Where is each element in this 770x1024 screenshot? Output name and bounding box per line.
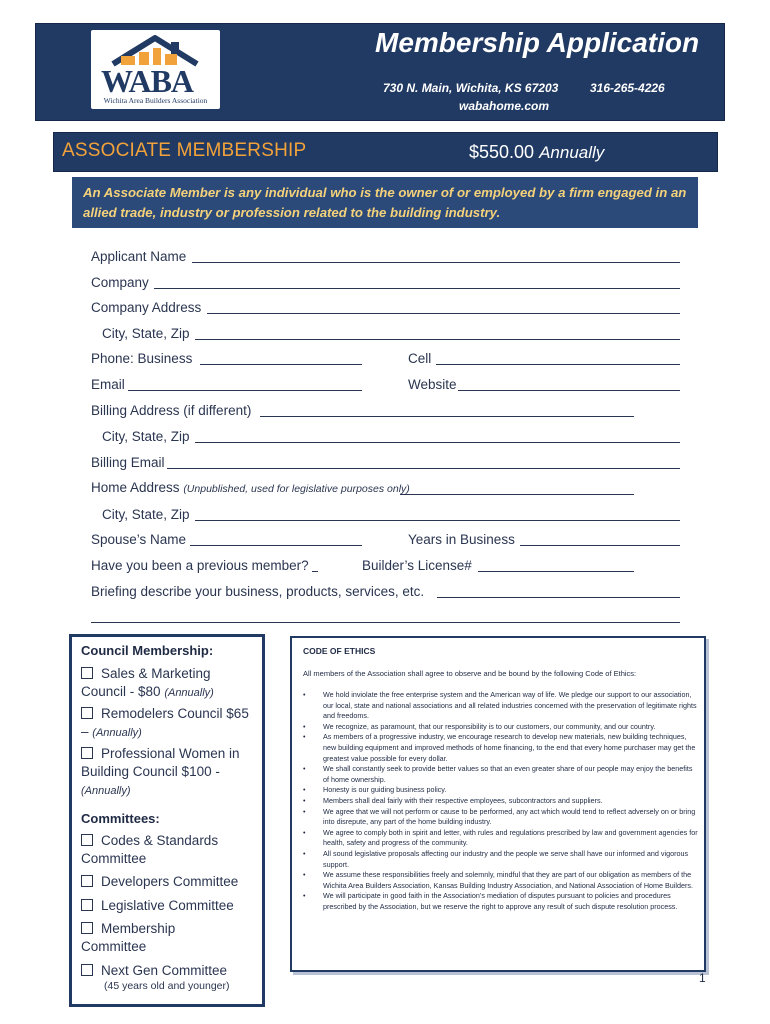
- committee-label: Codes & Standards Committee: [81, 833, 219, 866]
- checkbox-icon[interactable]: [81, 964, 93, 976]
- page-number: 1: [699, 971, 706, 985]
- ethics-item: • As members of a progressive industry, we encourage research to develop new materials, new building techniques, new building equipment and improved methods of home financing, to the end that every home purchaser may get the greatest value possible for every dollar.: [303, 732, 698, 764]
- council-label: Professional Women in Building Council $100 -: [81, 746, 240, 779]
- billing-email-label: Billing Email: [91, 455, 165, 470]
- committee-option-developers[interactable]: [81, 873, 251, 891]
- home-address-field[interactable]: [400, 494, 634, 495]
- council-option-sales-marketing[interactable]: [81, 665, 251, 702]
- committee-label: Legislative Committee: [101, 898, 234, 913]
- ethics-item: • All sound legislative proposals affecting our industry and the people we serve shall have our informed and vigorous support.: [303, 849, 698, 870]
- council-period: (Annually): [92, 727, 142, 739]
- home-address-note: (Unpublished, used for legislative purposes only): [183, 483, 410, 495]
- committees-heading: Committees:: [81, 811, 160, 826]
- code-of-ethics-heading: CODE OF ETHICS: [303, 646, 376, 656]
- committee-label: Membership Committee: [81, 921, 176, 954]
- ethics-item: • We assume these responsibilities freely and solemnly, mindful that they are part of our obligation as members of the Wichita Area Builders Association, Kansas Building Industry Association, and National Association of Home Builders.: [303, 870, 698, 891]
- checkbox-icon[interactable]: [81, 747, 93, 759]
- company-city-state-zip-label: City, State, Zip: [102, 326, 190, 341]
- applicant-name-field[interactable]: [192, 262, 680, 263]
- checkbox-icon[interactable]: [81, 834, 93, 846]
- billing-address-field[interactable]: [260, 416, 634, 417]
- billing-address-label: Billing Address (if different): [91, 403, 252, 418]
- membership-price: [469, 142, 604, 163]
- council-option-professional-women[interactable]: [81, 745, 251, 800]
- council-label: Remodelers Council $65 –: [81, 706, 249, 739]
- price-amount: $550.00: [469, 142, 535, 162]
- website-label: Website: [408, 377, 457, 392]
- membership-type: ASSOCIATE MEMBERSHIP: [62, 140, 307, 161]
- description-text: An Associate Member is any individual who is the owner of or employed by a firm engaged in an allied trade, industry or profession related to the building industry.: [83, 185, 687, 220]
- email-label: Email: [91, 377, 125, 392]
- business-description-field-line-2[interactable]: [91, 622, 680, 623]
- cell-label: Cell: [408, 351, 432, 366]
- page-title: Membership Application: [375, 27, 700, 58]
- home-city-state-zip-field[interactable]: [195, 520, 680, 521]
- cell-field[interactable]: [436, 364, 680, 365]
- home-address-text: Home Address: [91, 480, 180, 495]
- phone-business-label: Phone: Business: [91, 351, 193, 366]
- years-in-business-label: Years in Business: [408, 532, 515, 547]
- builders-license-field[interactable]: [478, 571, 634, 572]
- code-of-ethics-list: [303, 690, 698, 912]
- committee-option-membership[interactable]: [81, 920, 221, 956]
- spouse-name-field[interactable]: [190, 545, 362, 546]
- previous-member-label: Have you been a previous member?: [91, 558, 309, 573]
- company-city-state-zip-field[interactable]: [195, 339, 680, 340]
- ethics-item: • We recognize, as paramount, that our responsibility is to our customers, our community, and our country.: [303, 722, 698, 733]
- business-description-label: Briefing describe your business, products, services, etc.: [91, 584, 425, 599]
- logo-subtext: Wichita Area Builders Association: [103, 96, 208, 105]
- ethics-item: • We will participate in good faith in the Association’s mediation of disputes pursuant to policies and procedures prescribed by the Association, but we reserve the right to approve any result of such dispute resolution process.: [303, 891, 698, 912]
- header-address: 730 N. Main, Wichita, KS 67203: [383, 81, 559, 95]
- billing-email-field[interactable]: [167, 468, 680, 469]
- company-address-field[interactable]: [207, 313, 680, 314]
- committee-option-legislative[interactable]: [81, 897, 251, 915]
- company-label: Company: [91, 275, 149, 290]
- council-period: (Annually): [164, 687, 214, 699]
- home-city-state-zip-label: City, State, Zip: [102, 507, 190, 522]
- checkbox-icon[interactable]: [81, 875, 93, 887]
- phone-business-field[interactable]: [200, 364, 362, 365]
- email-field[interactable]: [128, 390, 362, 391]
- checkbox-icon[interactable]: [81, 667, 93, 679]
- spouse-name-label: Spouse’s Name: [91, 532, 187, 547]
- council-period: (Annually): [81, 785, 131, 797]
- council-heading: Council Membership:: [81, 643, 214, 658]
- committee-label: Developers Committee: [101, 874, 239, 889]
- ethics-item: • Members shall deal fairly with their respective employees, subcontractors and suppliers.: [303, 796, 698, 807]
- previous-member-field[interactable]: [312, 571, 318, 572]
- years-in-business-field[interactable]: [520, 545, 680, 546]
- checkbox-icon[interactable]: [81, 899, 93, 911]
- ethics-item: • Honesty is our guiding business policy.: [303, 785, 698, 796]
- company-address-label: Company Address: [91, 300, 202, 315]
- billing-city-state-zip-label: City, State, Zip: [102, 429, 190, 444]
- ethics-item: • We shall constantly seek to provide better values so that an even greater share of our people may enjoy the benefits of home ownership.: [303, 764, 698, 785]
- council-option-remodelers[interactable]: [81, 705, 251, 742]
- header-website: wabahome.com: [459, 99, 550, 113]
- logo-wordmark: WABA: [101, 63, 194, 99]
- ethics-item: • We hold inviolate the free enterprise system and the American way of life. We pledge our support to our association, our local, state and national associations and all related industries concerned with the preservation of legitimate rights and freedoms.: [303, 690, 698, 722]
- committee-option-codes-standards[interactable]: [81, 832, 251, 868]
- ethics-item: • We agree that we will not perform or cause to be performed, any act which would tend to reflect adversely on or bring into disrepute, any part of the home building industry.: [303, 807, 698, 828]
- checkbox-icon[interactable]: [81, 922, 93, 934]
- next-gen-note: (45 years old and younger): [104, 980, 230, 992]
- business-description-field[interactable]: [437, 597, 680, 598]
- committee-label: Next Gen Committee: [101, 963, 228, 978]
- committee-option-next-gen[interactable]: [81, 962, 251, 980]
- builders-license-label: Builder’s License#: [362, 558, 472, 573]
- council-label: Sales & Marketing Council - $80: [81, 666, 211, 699]
- code-of-ethics-intro: All members of the Association shall agree to observe and be bound by the following Code of Ethics:: [303, 669, 637, 678]
- billing-city-state-zip-field[interactable]: [195, 442, 680, 443]
- website-field[interactable]: [458, 390, 680, 391]
- applicant-name-label: Applicant Name: [91, 249, 187, 264]
- waba-logo: [91, 30, 220, 109]
- ethics-item: • We agree to comply both in spirit and letter, with rules and regulations prescribed by law and government agencies for health, safety and progress of the community.: [303, 828, 698, 849]
- header-phone: 316-265-4226: [590, 81, 665, 95]
- company-field[interactable]: [154, 288, 680, 289]
- checkbox-icon[interactable]: [81, 707, 93, 719]
- home-address-label: [91, 480, 410, 495]
- price-period: Annually: [539, 143, 605, 162]
